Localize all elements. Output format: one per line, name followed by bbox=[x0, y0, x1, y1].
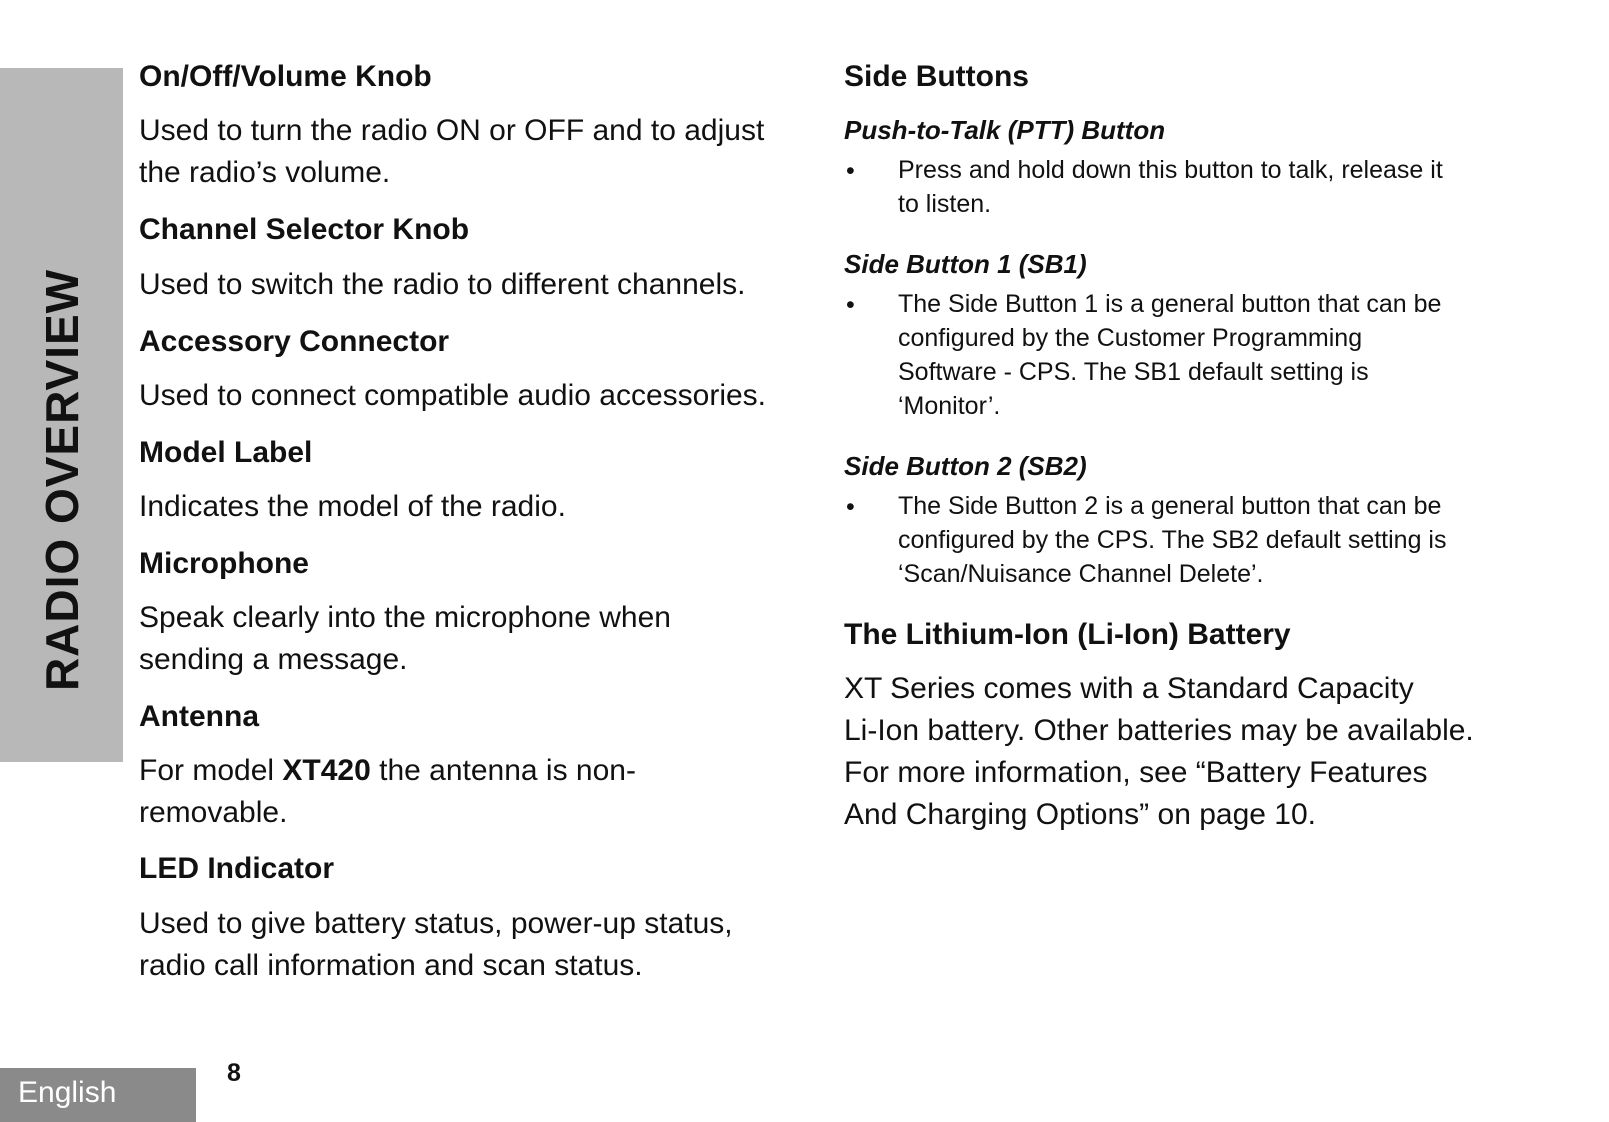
antenna-text-prefix: For model bbox=[139, 754, 283, 787]
onoff-text-line2: the radio’s volume. bbox=[139, 156, 391, 189]
sb2-bullet: • bbox=[846, 493, 855, 521]
ptt-text-line1: Press and hold down this button to talk, release it bbox=[898, 156, 1443, 184]
sb1-text-line2: configured by the Customer Programming bbox=[898, 324, 1363, 352]
sb1-text-line3: Software - CPS. The SB1 default setting is bbox=[898, 358, 1369, 386]
ptt-heading: Push-to-Talk (PTT) Button bbox=[844, 115, 1166, 145]
battery-text-line2: Li-Ion battery. Other batteries may be available. bbox=[844, 714, 1474, 747]
onoff-heading: On/Off/Volume Knob bbox=[139, 60, 432, 93]
sb1-heading: Side Button 1 (SB1) bbox=[844, 249, 1087, 279]
battery-text-line4: And Charging Options” on page 10. bbox=[844, 798, 1316, 831]
antenna-text-line1 bbox=[139, 750, 636, 792]
antenna-model-name: XT420 bbox=[282, 754, 371, 787]
antenna-text-suffix: the antenna is non- bbox=[370, 754, 636, 787]
language-label: English bbox=[18, 1076, 117, 1109]
channel-text: Used to switch the radio to different channels. bbox=[139, 268, 746, 301]
battery-heading: The Lithium-Ion (Li-Ion) Battery bbox=[844, 618, 1291, 651]
sb2-heading: Side Button 2 (SB2) bbox=[844, 451, 1087, 481]
sb2-text-line2: configured by the CPS. The SB2 default setting is bbox=[898, 526, 1447, 554]
onoff-text-line1: Used to turn the radio ON or OFF and to adjust bbox=[139, 114, 765, 147]
accessory-text: Used to connect compatible audio accessories. bbox=[139, 379, 767, 412]
microphone-heading: Microphone bbox=[139, 547, 309, 580]
antenna-text-line2: removable. bbox=[139, 796, 288, 829]
led-text-line1: Used to give battery status, power-up status, bbox=[139, 907, 733, 940]
battery-text-line1: XT Series comes with a Standard Capacity bbox=[844, 672, 1414, 705]
language-tab bbox=[0, 1068, 196, 1122]
led-text-line2: radio call information and scan status. bbox=[139, 949, 643, 982]
ptt-text-line2: to listen. bbox=[898, 190, 992, 218]
sb2-text-line3: ‘Scan/Nuisance Channel Delete’. bbox=[898, 560, 1264, 588]
section-side-tab bbox=[0, 68, 123, 762]
antenna-heading: Antenna bbox=[139, 700, 259, 733]
model-heading: Model Label bbox=[139, 436, 313, 469]
accessory-heading: Accessory Connector bbox=[139, 325, 450, 358]
section-title: RADIO OVERVIEW bbox=[36, 268, 88, 692]
model-text: Indicates the model of the radio. bbox=[139, 490, 566, 523]
sb1-text-line4: ‘Monitor’. bbox=[898, 392, 1001, 420]
sb1-bullet: • bbox=[846, 291, 855, 319]
channel-heading: Channel Selector Knob bbox=[139, 213, 470, 246]
sb2-text-line1: The Side Button 2 is a general button that can be bbox=[898, 492, 1442, 520]
page-number: 8 bbox=[227, 1059, 241, 1087]
sb1-text-line1: The Side Button 1 is a general button that can be bbox=[898, 290, 1442, 318]
battery-text-line3: For more information, see “Battery Features bbox=[844, 756, 1428, 789]
microphone-text-line2: sending a message. bbox=[139, 643, 408, 676]
side-buttons-heading: Side Buttons bbox=[844, 60, 1029, 93]
ptt-bullet: • bbox=[846, 157, 855, 185]
led-heading: LED Indicator bbox=[139, 852, 335, 885]
microphone-text-line1: Speak clearly into the microphone when bbox=[139, 601, 671, 634]
